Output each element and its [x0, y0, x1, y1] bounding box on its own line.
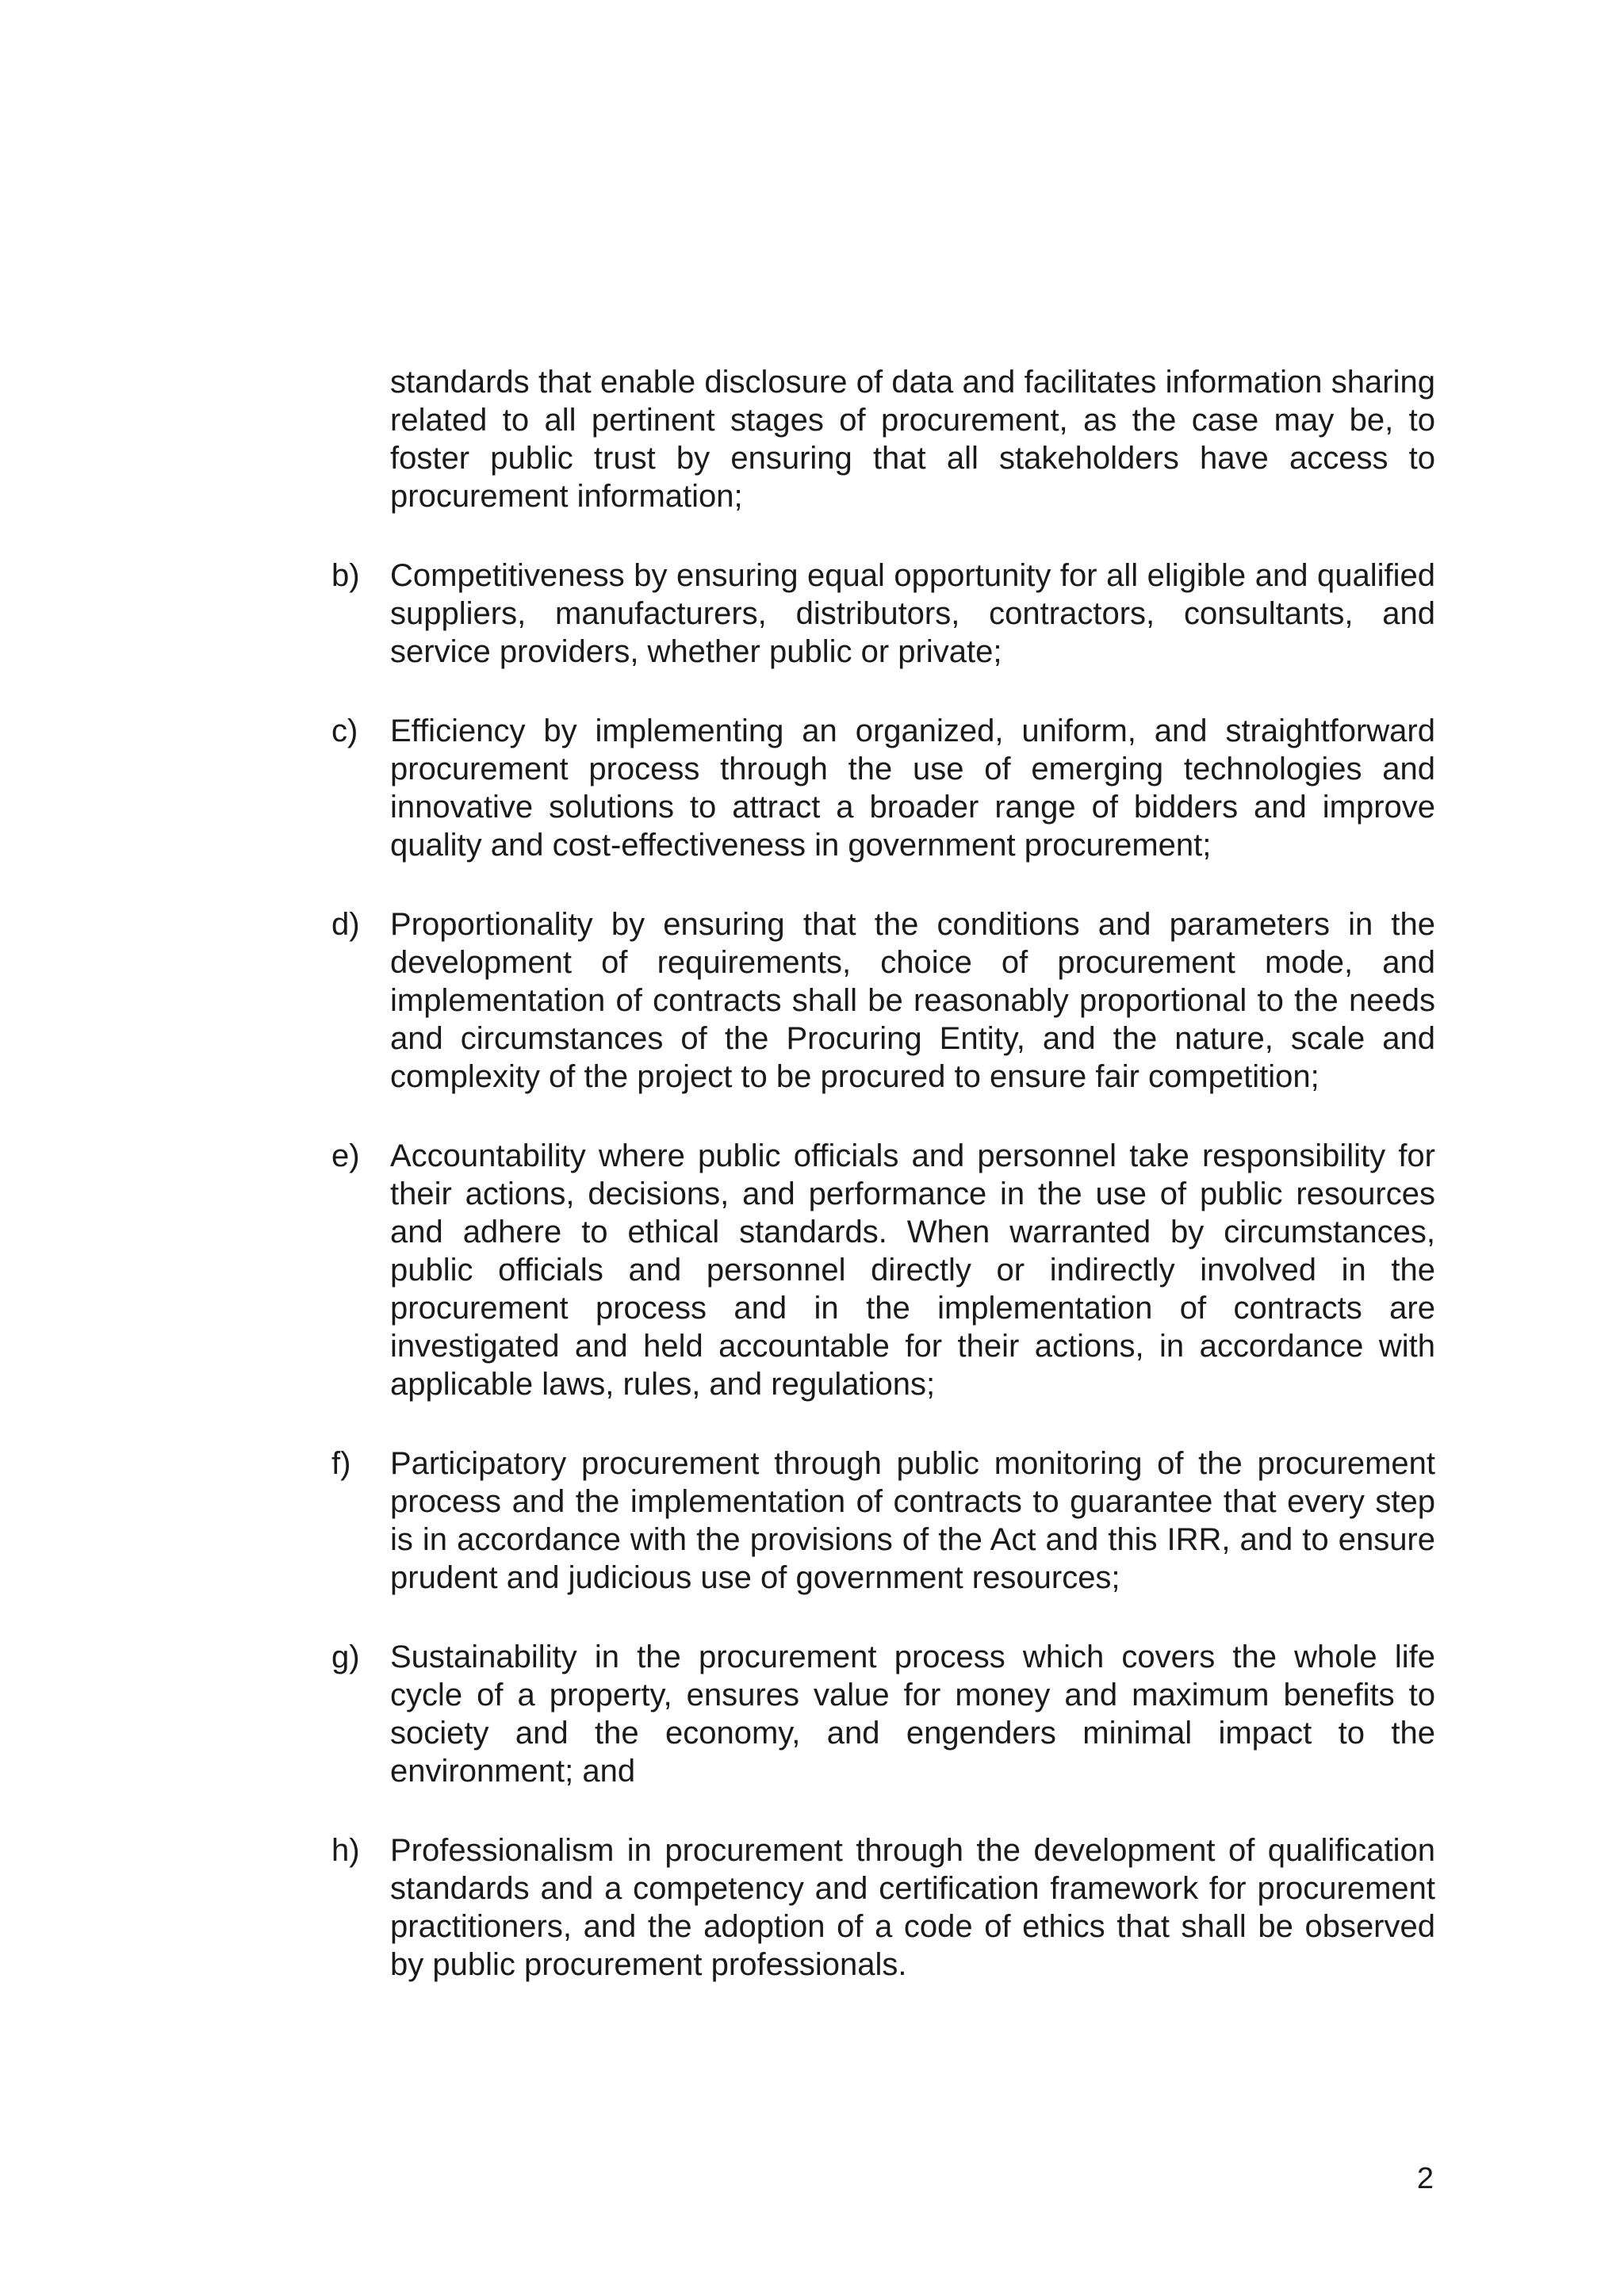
- list-item-text: Participatory procurement through public monitoring of the procurement process and the implementation of contracts to guarantee that every step is in accordance with the provisions of the Act and this IRR, and to ensure prudent and judicious use of government resources;: [390, 1446, 1435, 1595]
- list-item-e: [331, 1137, 1435, 1403]
- list-item-text: Sustainability in the procurement process which covers the whole life cycle of a property, ensures value for money and maximum benefits to society and the economy, and engenders minimal impact to the environment; and: [390, 1640, 1435, 1789]
- list-item-text: Competitiveness by ensuring equal opportunity for all eligible and qualified suppliers, manufacturers, distributors, contractors, consultants, and service providers, whether public or private;: [390, 558, 1435, 669]
- list-item-text: Efficiency by implementing an organized, uniform, and straightforward procurement process through the use of emerging technologies and innovative solutions to attract a broader range of bidders and improve quality and cost-effectiveness in government procurement;: [390, 714, 1435, 863]
- list-item-h: [331, 1831, 1435, 1984]
- list-item-d: [331, 905, 1435, 1096]
- list-item-g: [331, 1638, 1435, 1790]
- list-marker: e): [331, 1138, 360, 1173]
- list-marker: b): [331, 558, 360, 593]
- continuation-paragraph: standards that enable disclosure of data and facilitates information sharing related to all pertinent stages of procurement, as the case may be, to foster public trust by ensuring that all stakeholders have access to procurement information;: [390, 365, 1435, 514]
- list-item-text: Accountability where public officials and personnel take responsibility for their actions, decisions, and performance in the use of public resources and adhere to ethical standards. When warranted by circumstances, public officials and personnel directly or indirectly involved in the procurement process and in the implementation of contracts are investigated and held accountable for their actions, in accordance with applicable laws, rules, and regulations;: [390, 1138, 1435, 1402]
- list-item-text: Proportionality by ensuring that the conditions and parameters in the development of requirements, choice of procurement mode, and implementation of contracts shall be reasonably proportional to the needs and circumstances of the Procuring Entity, and the nature, scale and complexity of the project to be procured to ensure fair competition;: [390, 907, 1435, 1094]
- list-marker: d): [331, 907, 360, 942]
- list-marker: h): [331, 1833, 360, 1868]
- list-item-text: Professionalism in procurement through the development of qualification standards and a competency and certification framework for procurement practitioners, and the adoption of a code of ethics that shall be observed by public procurement professionals.: [390, 1833, 1435, 1982]
- list-item-f: [331, 1445, 1435, 1597]
- list-item-b: [331, 557, 1435, 671]
- list-marker: f): [331, 1446, 351, 1481]
- list-item-c: [331, 712, 1435, 864]
- principles-list: [331, 363, 1435, 1984]
- page-number: 2: [1416, 2162, 1434, 2195]
- list-marker: g): [331, 1640, 360, 1674]
- list-marker: c): [331, 714, 358, 748]
